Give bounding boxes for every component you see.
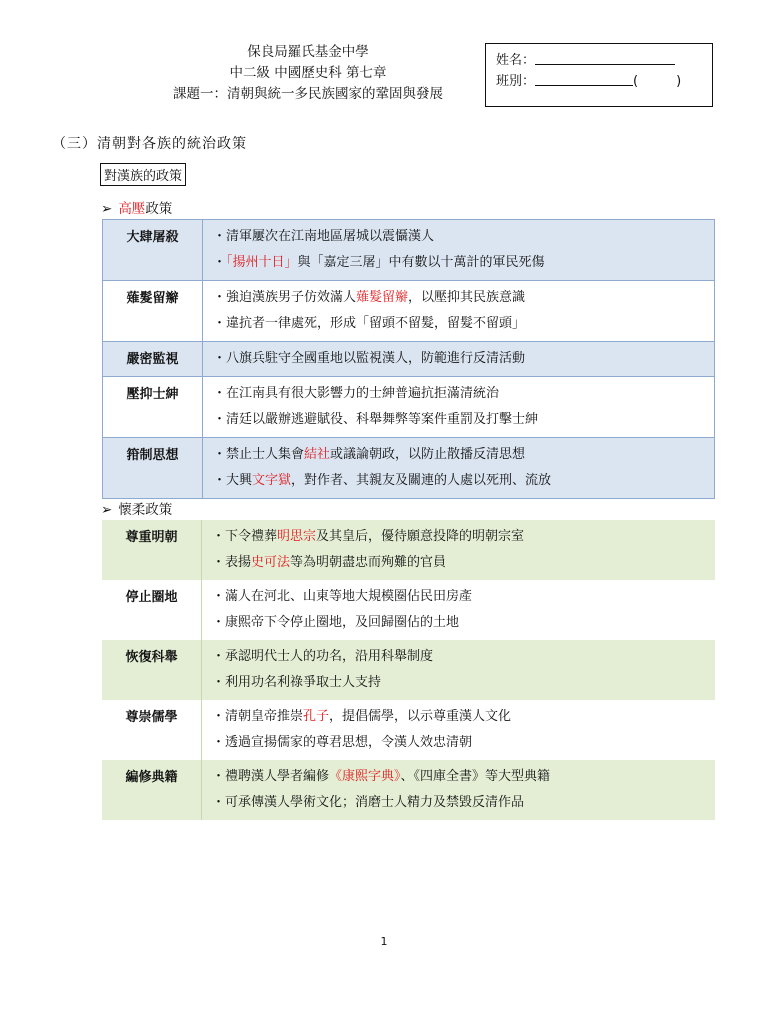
line-text: ・清軍屢次在江南地區屠城以震懾漢人 <box>213 229 435 244</box>
line-text: ，以壓抑其民族意識 <box>408 290 526 305</box>
description-line <box>213 311 714 337</box>
line-text: 與「嘉定三屠」中有數以十萬計的軍民死傷 <box>297 255 545 270</box>
table-row <box>103 220 715 281</box>
policy-tag: 對漢族的政策 <box>100 163 186 186</box>
row-topic: 停止圈地 <box>102 580 202 640</box>
description-line <box>213 407 714 433</box>
description-line <box>212 790 715 816</box>
description-line <box>212 704 715 730</box>
line-text: ・清廷以嚴辦逃避賦役、科舉舞弊等案件重罰及打擊士紳 <box>213 412 539 427</box>
line-text: ・滿人在河北、山東等地大規模圈佔民田房產 <box>212 589 473 604</box>
line-text: ・大興 <box>213 473 253 488</box>
description-line <box>212 550 715 576</box>
harsh-policy-table <box>102 219 715 499</box>
line-text: 、《四庫全書》等大型典籍 <box>400 769 551 784</box>
description-line <box>213 250 714 276</box>
row-topic: 尊重明朝 <box>102 520 202 580</box>
class-open-paren: ( <box>633 74 639 89</box>
highlighted-term: 「揚州十日」 <box>226 255 298 270</box>
row-description <box>203 220 715 281</box>
line-text: ・禁止士人集會 <box>213 447 305 462</box>
row-description <box>202 640 716 700</box>
description-line <box>212 610 715 636</box>
row-description <box>202 700 716 760</box>
description-line <box>212 670 715 696</box>
row-description <box>203 281 715 342</box>
row-description <box>202 760 716 820</box>
line-text: ・清朝皇帝推崇 <box>212 709 304 724</box>
topic-title: 課題一：清朝與統一多民族國家的鞏固與發展 <box>173 86 443 102</box>
description-line <box>213 285 714 311</box>
row-description <box>203 342 715 377</box>
name-class-box <box>485 43 713 107</box>
line-text: ・可承傳漢人學術文化；消磨士人精力及禁毀反清作品 <box>212 795 525 810</box>
line-text: ・透過宣揚儒家的尊君思想，令漢人效忠清朝 <box>212 735 473 750</box>
line-text: ，提倡儒學，以示尊重漢人文化 <box>329 709 512 724</box>
row-description <box>202 520 716 580</box>
document-header <box>150 42 466 105</box>
table-row <box>102 580 715 640</box>
course-title: 中二級 中國歷史科 第七章 <box>229 65 387 81</box>
highlighted-term: 明思宗 <box>277 529 317 544</box>
line-text: ・表揚 <box>212 555 252 570</box>
arrow-bullet-icon: ➢ <box>101 201 113 217</box>
name-line <box>496 50 702 71</box>
line-text: ・違抗者一律處死，形成「留頭不留髮，留髮不留頭」 <box>213 316 526 331</box>
description-line <box>213 468 714 494</box>
class-blank[interactable] <box>535 71 633 86</box>
description-line <box>213 346 714 372</box>
row-topic: 尊崇儒學 <box>102 700 202 760</box>
class-label: 班別： <box>496 74 536 89</box>
row-description <box>203 377 715 438</box>
description-line <box>213 224 714 250</box>
soft-heading-text: 懷柔政策 <box>118 502 173 518</box>
row-description <box>203 438 715 499</box>
table-row <box>102 700 715 760</box>
name-label: 姓名： <box>496 53 536 68</box>
description-line <box>213 442 714 468</box>
harsh-heading-red: 高壓 <box>118 201 146 217</box>
school-name: 保良局羅氏基金中學 <box>247 44 369 60</box>
highlighted-term: 孔子 <box>303 709 330 724</box>
harsh-policy-heading <box>101 197 172 217</box>
soft-policy-table <box>102 520 715 820</box>
table-row <box>102 640 715 700</box>
line-text: 及其皇后，優待願意投降的明朝宗室 <box>316 529 525 544</box>
description-line <box>212 584 715 610</box>
table-row <box>103 438 715 499</box>
row-topic: 編修典籍 <box>102 760 202 820</box>
class-close-paren: ) <box>676 74 682 89</box>
row-topic: 恢復科舉 <box>102 640 202 700</box>
line-text: 等為明朝盡忠而殉難的官員 <box>290 555 447 570</box>
line-text: ・利用功名利祿爭取士人支持 <box>212 675 382 690</box>
row-topic: 大肆屠殺 <box>103 220 203 281</box>
highlighted-term: 文字獄 <box>252 473 292 488</box>
page-number: 1 <box>380 935 388 948</box>
description-line <box>212 524 715 550</box>
name-blank[interactable] <box>535 50 675 65</box>
highlighted-term: 薙髮留辮 <box>356 290 409 305</box>
line-text: ・強迫漢族男子仿效滿人 <box>213 290 357 305</box>
description-line <box>212 730 715 756</box>
line-text: ・下令禮葬 <box>212 529 278 544</box>
class-number-space[interactable] <box>638 71 676 92</box>
line-text: ，對作者、其親友及關連的人處以死刑、流放 <box>291 473 552 488</box>
table-row <box>103 377 715 438</box>
highlighted-term: 史可法 <box>251 555 291 570</box>
row-topic: 壓抑士紳 <box>103 377 203 438</box>
table-row <box>103 342 715 377</box>
table-row <box>102 520 715 580</box>
line-text: ・在江南具有很大影響力的士紳普遍抗拒滿清統治 <box>213 386 500 401</box>
table-row <box>102 760 715 820</box>
line-text: ・八旗兵駐守全國重地以監視漢人，防範進行反清活動 <box>213 351 526 366</box>
description-line <box>213 381 714 407</box>
line-text: ・承認明代士人的功名，沿用科舉制度 <box>212 649 434 664</box>
line-text: ・禮聘漢人學者編修 <box>212 769 330 784</box>
line-text: ・康熙帝下令停止圈地，及回歸圈佔的土地 <box>212 615 460 630</box>
table-row <box>103 281 715 342</box>
line-text: 或議論朝政，以防止散播反清思想 <box>330 447 526 462</box>
line-text: ・ <box>213 255 227 270</box>
section-title: （三）清朝對各族的統治政策 <box>52 136 247 152</box>
highlighted-term: 結社 <box>304 447 331 462</box>
highlighted-term: 《康熙字典》 <box>329 769 401 784</box>
class-line <box>496 71 702 92</box>
arrow-bullet-icon: ➢ <box>101 502 113 518</box>
harsh-heading-rest: 政策 <box>145 201 173 217</box>
row-topic: 嚴密監視 <box>103 342 203 377</box>
description-line <box>212 644 715 670</box>
row-topic: 箝制思想 <box>103 438 203 499</box>
row-description <box>202 580 716 640</box>
row-topic: 薙髮留辮 <box>103 281 203 342</box>
description-line <box>212 764 715 790</box>
soft-policy-heading <box>101 498 172 518</box>
